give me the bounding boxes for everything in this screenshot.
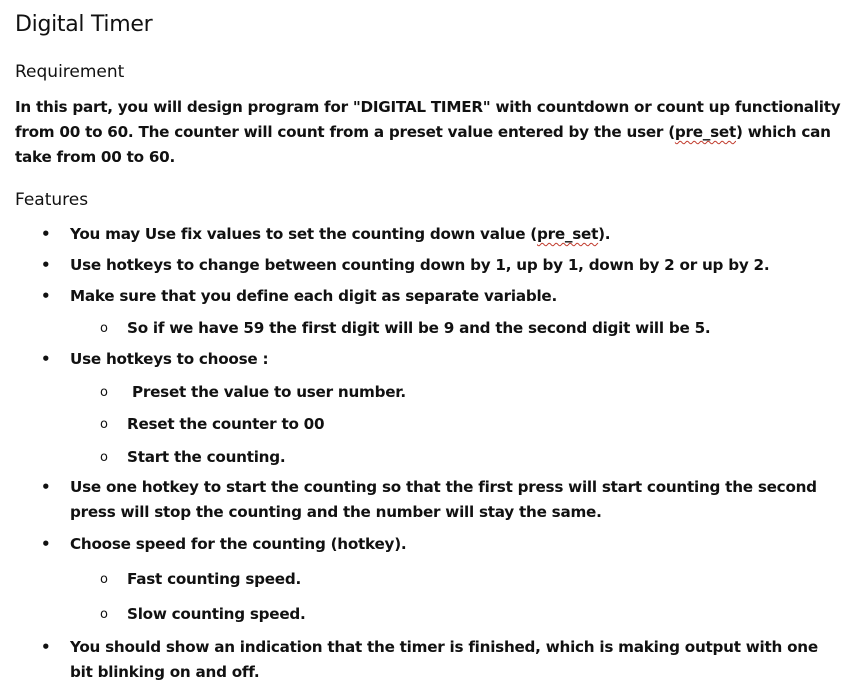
sub-list-item: Reset the counter to 00 — [127, 415, 325, 433]
pre-set-term: pre_set — [674, 123, 736, 141]
requirement-line-1: In this part, you will design program for "DIGITAL TIMER" with countdown or count up functionality — [15, 98, 841, 116]
sub-bullet-marker: o — [100, 417, 108, 432]
list-item — [70, 222, 610, 247]
list-item: Make sure that you define each digit as separate variable. — [70, 287, 557, 305]
list-item: Use hotkeys to choose : — [70, 350, 269, 368]
sub-bullet-marker: o — [100, 572, 108, 587]
list-item — [70, 635, 818, 685]
sub-list-item: Slow counting speed. — [127, 605, 306, 623]
requirement-line-2-end: ) which can — [736, 123, 831, 141]
list-item: Choose speed for the counting (hotkey). — [70, 535, 407, 553]
list-item — [70, 475, 817, 525]
sub-bullet-marker: o — [100, 450, 108, 465]
sub-list-item: So if we have 59 the first digit will be 9 and the second digit will be 5. — [127, 319, 711, 337]
list-item-line-2: press will stop the counting and the number will stay the same. — [70, 503, 602, 521]
bullet-marker: • — [41, 350, 51, 368]
requirement-line-3: take from 00 to 60. — [15, 148, 175, 166]
list-item-text: You may Use fix values to set the counting down value ( — [70, 225, 537, 243]
bullet-marker: • — [41, 535, 51, 553]
bullet-marker: • — [41, 287, 51, 305]
list-item-line-2: bit blinking on and off. — [70, 663, 260, 681]
list-item-text-end: ). — [598, 225, 611, 243]
list-item-line-1: Use one hotkey to start the counting so that the first press will start counting the second — [70, 478, 817, 496]
list-item: Use hotkeys to change between counting down by 1, up by 1, down by 2 or up by 2. — [70, 256, 770, 274]
features-heading: Features — [15, 190, 89, 210]
sub-list-item: Start the counting. — [127, 448, 286, 466]
sub-bullet-marker: o — [100, 321, 108, 336]
requirement-line-2-text: from 00 to 60. The counter will count from a preset value entered by the user ( — [15, 123, 675, 141]
page-title: Digital Timer — [15, 12, 153, 37]
requirement-line-2 — [15, 120, 835, 145]
bullet-marker: • — [41, 256, 51, 274]
sub-list-item: Preset the value to user number. — [132, 383, 406, 401]
sub-list-item: Fast counting speed. — [127, 570, 301, 588]
bullet-marker: • — [41, 638, 51, 656]
pre-set-term: pre_set — [537, 225, 599, 243]
bullet-marker: • — [41, 478, 51, 496]
requirement-heading: Requirement — [15, 62, 125, 82]
sub-bullet-marker: o — [100, 385, 108, 400]
list-item-line-1: You should show an indication that the timer is finished, which is making output with one — [70, 638, 818, 656]
sub-bullet-marker: o — [100, 607, 108, 622]
bullet-marker: • — [41, 225, 51, 243]
requirement-paragraph — [15, 95, 841, 170]
